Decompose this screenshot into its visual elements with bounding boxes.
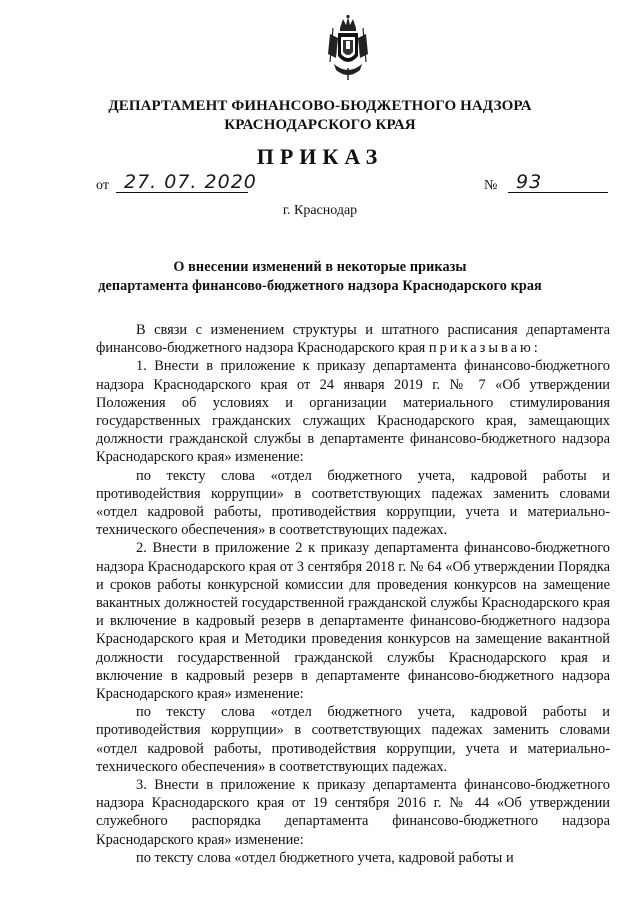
item-3-change-paragraph: по тексту слова «отдел бюджетного учета, кадровой работы и	[136, 849, 514, 866]
order-title: ПРИКАЗ	[256, 144, 384, 169]
item-2-change-paragraph: по тексту слова «отдел бюджетного учета, кадровой работы и противодействия коррупции» в соответствующих падежах заменить словами «отдел кадровой работы, противодействия коррупции, учета и материально-технического обеспечения» в соответствующих падежах.	[96, 704, 610, 775]
krasnodar-coat-of-arms-icon	[326, 14, 370, 82]
handwritten-number: 93	[516, 171, 543, 193]
order-word: приказываю:	[428, 340, 541, 357]
number-prefix: №	[484, 178, 498, 193]
handwritten-date: 27. 07. 2020	[124, 171, 257, 193]
item-3-paragraph: 3. Внести в приложение к приказу департамента финансово-бюджетного надзора Краснодарского края от 19 сентября 2016 г. № 44 «Об утверждении служебного распорядка департамента финансово-бюджетного надзора Краснодарского края» изменение:	[96, 777, 610, 848]
department-name-line-1: ДЕПАРТАМЕНТ ФИНАНСОВО-БЮДЖЕТНОГО НАДЗОРА	[108, 98, 532, 114]
city-name: г. Краснодар	[282, 203, 358, 218]
order-subject-line-2: департамента финансово-бюджетного надзора Краснодарского края	[98, 278, 542, 294]
department-name-line-2: КРАСНОДАРСКОГО КРАЯ	[224, 117, 416, 133]
order-subject-line-1: О внесении изменений в некоторые приказы	[173, 259, 467, 275]
department-name	[40, 97, 600, 135]
date-number-row	[96, 173, 610, 197]
intro-paragraph	[96, 321, 610, 357]
order-subject	[40, 258, 600, 296]
date-prefix: от	[96, 178, 109, 193]
intro-text: В связи с изменением структуры и штатного расписания департамента финансово-бюджетного надзора Краснодарского края	[96, 322, 610, 357]
order-body	[96, 321, 610, 867]
item-1-change-paragraph: по тексту слова «отдел бюджетного учета, кадровой работы и противодействия коррупции» в соответствующих падежах заменить словами «отдел кадровой работы, противодействия коррупции, учета и материально-технического обеспечения» в соответствующих падежах.	[96, 467, 610, 539]
item-2-paragraph: 2. Внести в приложение 2 к приказу департамента финансово-бюджетного надзора Краснодарского края от 3 сентября 2018 г. № 64 «Об утверждении Порядка и сроков работы конкурсной комиссии для проведения конкурсов на замещение вакантных должностей государственной гражданской службы Краснодарского края и включение в кадровый резерв в департаменте финансово-бюджетного надзора Краснодарского края и Методики проведения конкурсов на замещение вакантной должности государственной гражданской службы Краснодарского края и включение в кадровый резерв в департаменте финансово-бюджетного надзора Краснодарского края» изменение:	[96, 540, 610, 703]
item-1-paragraph: 1. Внести в приложение к приказу департамента финансово-бюджетного надзора Краснодарского края от 24 января 2019 г. № 7 «Об утверждении Положения об условиях и организации материального стимулирования государственных гражданских служащих Краснодарского края, замещающих должности гражданской службы в департаменте финансово-бюджетного надзора Краснодарского края» изменение:	[96, 358, 610, 466]
